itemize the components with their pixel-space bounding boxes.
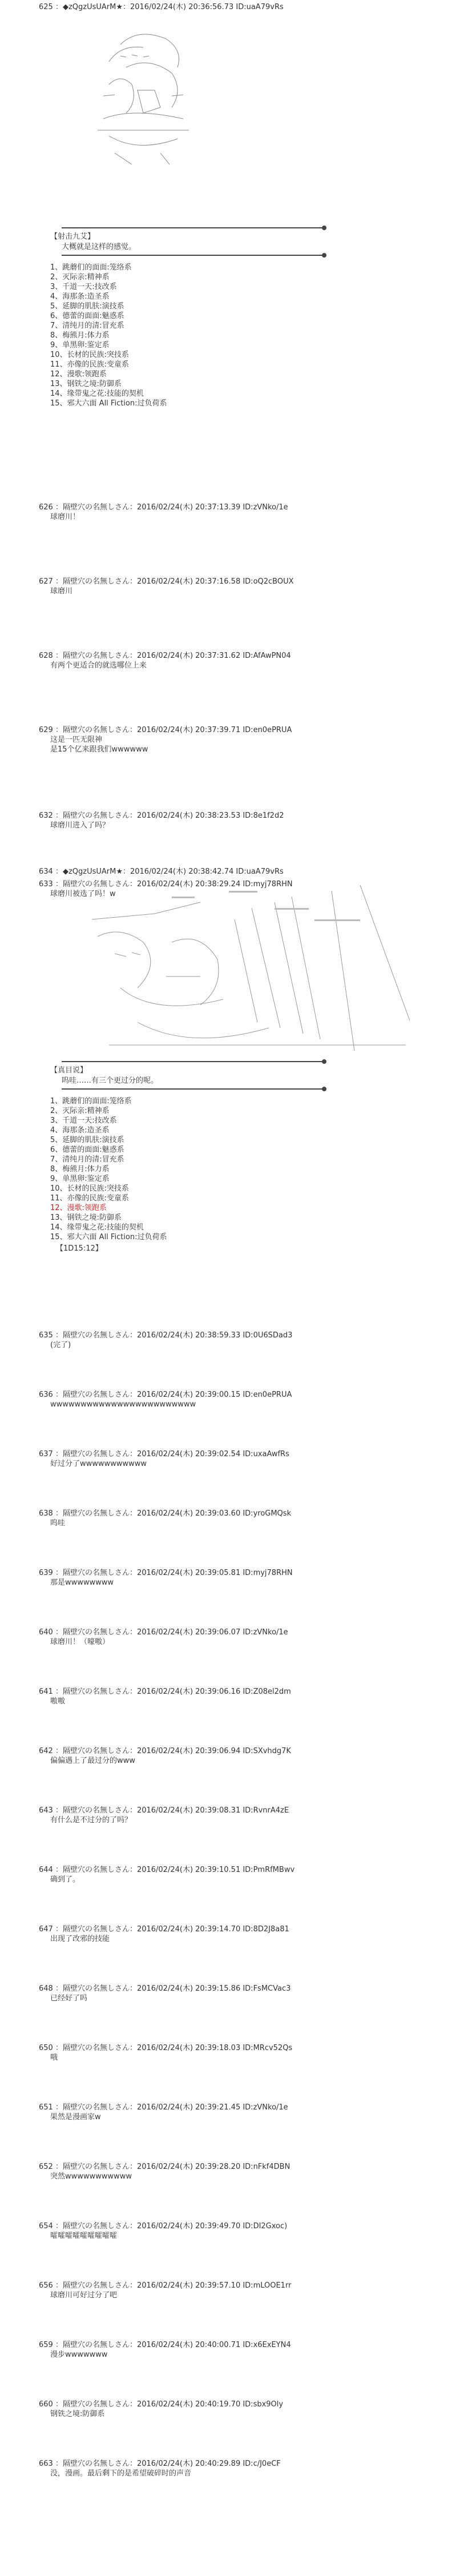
reply-post bbox=[39, 2459, 281, 2478]
reply-post bbox=[39, 1568, 293, 1588]
skill-list-item: 8、梅熊月:体力系 bbox=[50, 1165, 110, 1174]
post-body: 球磨川可好过分了吧 bbox=[50, 2291, 118, 2300]
ascii-art-drawing bbox=[86, 22, 199, 164]
post-header: 635 ：隔壁穴の名無しさん：2016/02/24(木) 20:38:59.33 ID:0U6SDad3 bbox=[39, 1331, 293, 1340]
box-separator-top bbox=[62, 227, 324, 228]
reply-post bbox=[39, 2221, 287, 2241]
skill-list-item: 15、邪大六面 All Fiction:过负荷系 bbox=[50, 1233, 167, 1241]
post-header: 659 ：隔壁穴の名無しさん：2016/02/24(木) 20:40:00.71 ID:x6ExEYN4 bbox=[39, 2341, 291, 2349]
post-header: 640 ：隔壁穴の名無しさん：2016/02/24(木) 20:39:06.07 ID:zVNko/1e bbox=[39, 1628, 288, 1637]
post-header: 656 ：隔壁穴の名無しさん：2016/02/24(木) 20:39:57.10 ID:mLOOE1rr bbox=[39, 2281, 292, 2290]
post-body: 呜哇 bbox=[50, 1519, 66, 1528]
post-body: 没，漫画。最后剩下的是希望破碎时的声音 bbox=[50, 2469, 192, 2478]
box-text: 大概就是这样的感觉。 bbox=[62, 243, 136, 251]
reply-post bbox=[39, 1865, 294, 1884]
reply-post bbox=[39, 2340, 291, 2360]
post-header: 643 ：隔壁穴の名無しさん：2016/02/24(木) 20:39:08.31 ID:RvnrA4zE bbox=[39, 1806, 289, 1815]
reply-post bbox=[39, 1746, 291, 1766]
skill-list-item: 15、邪大六面 All Fiction:过负荷系 bbox=[50, 399, 167, 408]
ascii-art-scene bbox=[67, 879, 410, 1056]
skill-list-item: 13、钢铁之境:防御系 bbox=[50, 1213, 122, 1222]
box-separator-bottom bbox=[62, 255, 324, 256]
box-separator-top bbox=[62, 1061, 324, 1062]
post-body: 球磨川被选了吗！w bbox=[50, 890, 116, 898]
reply-post bbox=[39, 2400, 283, 2419]
post-header: 629 ：隔壁穴の名無しさん：2016/02/24(木) 20:37:39.71 ID:en0ePRUA bbox=[39, 726, 292, 734]
post-body: 已经好了吗 bbox=[50, 1994, 88, 2003]
reply-post bbox=[39, 2103, 288, 2122]
post-body: 好过分了wwwwwwwwwww bbox=[50, 1460, 147, 1468]
post-body: 果然是漫画家w bbox=[50, 2113, 101, 2121]
post-header: 647 ：隔壁穴の名無しさん：2016/02/24(木) 20:39:14.70 ID:8D2J8a81 bbox=[39, 1925, 289, 1934]
post-header: 639 ：隔壁穴の名無しさん：2016/02/24(木) 20:39:05.81 ID:myj78RHN bbox=[39, 1569, 293, 1577]
reply-post bbox=[39, 2162, 290, 2181]
post-body: 嚯嚯嚯嚯嚯嚯嚯嚯嚯 bbox=[50, 2232, 118, 2240]
post-header: 642 ：隔壁穴の名無しさん：2016/02/24(木) 20:39:06.94 ID:SXvhdg7K bbox=[39, 1747, 291, 1755]
skill-list-item: 4、海那条:造圣系 bbox=[50, 292, 110, 301]
post-body: 有什么是不过分的了吗？ bbox=[50, 1816, 132, 1825]
skill-list-item: 6、德蕾的面面:魅惑系 bbox=[50, 312, 124, 320]
skill-list-item: 12、漫歌:领跑系 bbox=[50, 1204, 107, 1212]
skill-list-item: 5、延脚的肌肤:演技系 bbox=[50, 1136, 124, 1144]
reply-post bbox=[39, 2281, 291, 2300]
post-header: 652 ：隔壁穴の名無しさん：2016/02/24(木) 20:39:28.20 ID:nFkf4DBN bbox=[39, 2163, 291, 2171]
reply-post bbox=[39, 1331, 292, 1350]
dice-result: 【1D15:12】 bbox=[56, 1244, 103, 1253]
post-body: 球磨川！（嚎嗷） bbox=[50, 1638, 110, 1646]
post-header: 654 ：隔壁穴の名無しさん：2016/02/24(木) 20:39:49.70 ID:DI2Gxoc) bbox=[39, 2222, 288, 2231]
reply-post bbox=[39, 503, 288, 522]
post-body: 钢铁之境:防御系 bbox=[50, 2410, 105, 2418]
skill-list-item: 11、亦像的民族:变童系 bbox=[50, 360, 129, 369]
reply-post bbox=[39, 1924, 289, 1944]
reply-post bbox=[39, 1687, 291, 1706]
skill-list-item: 14、缘带鬼之花:技能的契机 bbox=[50, 389, 144, 398]
post-body: 偏偏遇上了最过分的www bbox=[50, 1757, 135, 1765]
post-body: 有两个更适合的就选哪位上来 bbox=[50, 661, 147, 670]
post-header: 638 ：隔壁穴の名無しさん：2016/02/24(木) 20:39:03.60 ID:yroGMQsk bbox=[39, 1509, 292, 1518]
reply-post bbox=[39, 651, 291, 670]
post-header: 626 ：隔壁穴の名無しさん：2016/02/24(木) 20:37:13.39 ID:zVNko/1e bbox=[39, 503, 288, 512]
post-body: wwwwwwwwwwwwwwwwwwwwwwww bbox=[50, 1400, 196, 1409]
skill-list-item: 9、单黑卵:鉴定系 bbox=[50, 1175, 110, 1183]
skill-list-item: 5、延脚的肌肤:演技系 bbox=[50, 302, 124, 311]
post-header: 632 ：隔壁穴の名無しさん：2016/02/24(木) 20:38:23.53 ID:8e1f2d2 bbox=[39, 811, 284, 820]
box-title: 【真目说】 bbox=[50, 1066, 88, 1075]
ascii-art-character bbox=[67, 16, 199, 164]
post-body: 球磨川进入了吗？ bbox=[50, 821, 110, 830]
reply-post bbox=[39, 2043, 292, 2063]
box-title: 【射击九艾】 bbox=[50, 232, 95, 241]
post-header: 650 ：隔壁穴の名無しさん：2016/02/24(木) 20:39:18.03 ID:MRcv52Qs bbox=[39, 2044, 293, 2052]
ascii-art-drawing bbox=[86, 885, 410, 1056]
skill-list-item: 4、海那条:造圣系 bbox=[50, 1126, 110, 1135]
skill-list bbox=[50, 1096, 167, 1242]
skill-list-item: 12、漫歌:领跑系 bbox=[50, 370, 107, 379]
post-header: 637 ：隔壁穴の名無しさん：2016/02/24(木) 20:39:02.54 ID:uxaAwfRs bbox=[39, 1450, 289, 1458]
skill-list-item: 9、单黑卵:鉴定系 bbox=[50, 341, 110, 349]
post-body: 确到了。 bbox=[50, 1875, 80, 1884]
post-header: 641 ：隔壁穴の名無しさん：2016/02/24(木) 20:39:06.16 ID:Z08el2dm bbox=[39, 1687, 291, 1696]
post-header: 663 ：隔壁穴の名無しさん：2016/02/24(木) 20:40:29.89 ID:c/J0eCF bbox=[39, 2460, 281, 2468]
reply-post bbox=[39, 725, 292, 754]
reply-post bbox=[39, 1806, 289, 1825]
post-header: 627 ：隔壁穴の名無しさん：2016/02/24(木) 20:37:16.58 ID:oQ2cBOUX bbox=[39, 577, 294, 586]
reply-post bbox=[39, 1627, 288, 1647]
skill-list-item: 2、灭际亲:精神系 bbox=[50, 273, 110, 282]
post-body: 这是一匹无限神 是15个亿来跟我们wwwwww bbox=[50, 736, 148, 754]
skill-list-item: 6、德蕾的面面:魅惑系 bbox=[50, 1146, 124, 1154]
post-body: 那是wwwwwwww bbox=[50, 1578, 114, 1587]
skill-list-item: 10、长材的民族:突技系 bbox=[50, 351, 129, 359]
reply-post bbox=[39, 1509, 291, 1528]
post-body: 漫步wwwwwww bbox=[50, 2350, 108, 2359]
post-header: 628 ：隔壁穴の名無しさん：2016/02/24(木) 20:37:31.62 ID:AfAwPN04 bbox=[39, 652, 291, 660]
post-header: 633 ：隔壁穴の名無しさん：2016/02/24(木) 20:38:29.24 ID:myj78RHN bbox=[39, 880, 293, 889]
post-body: 嗷嗷 bbox=[50, 1697, 66, 1706]
skill-list-item: 11、亦像的民族:变童系 bbox=[50, 1194, 129, 1203]
post-body: (完了) bbox=[50, 1341, 71, 1349]
reply-post bbox=[39, 1984, 291, 2003]
box-separator-bottom bbox=[62, 1088, 324, 1090]
skill-list-item: 3、千道一天:技改系 bbox=[50, 283, 117, 291]
post-body: 突然wwwwwwwwwww bbox=[50, 2172, 132, 2181]
post-header: 634 ：◆zQgzUsUArM★：2016/02/24(木) 20:38:42.74 ID:uaA79vRs bbox=[39, 867, 284, 876]
reply-post bbox=[39, 1449, 289, 1469]
skill-list-item: 14、缘带鬼之花:技能的契机 bbox=[50, 1223, 144, 1232]
skill-list-item: 1、跳蘑们的面面:笼络系 bbox=[50, 1097, 132, 1106]
skill-list-item: 8、梅熊月:体力系 bbox=[50, 331, 110, 340]
skill-list-item: 7、清纯月的清:冒充系 bbox=[50, 1155, 124, 1164]
post-header: 625 ：◆zQgzUsUArM★：2016/02/24(木) 20:36:56.73 ID:uaA79vRs bbox=[39, 3, 284, 11]
post-header: 660 ：隔壁穴の名無しさん：2016/02/24(木) 20:40:19.70 ID:sbx9Oly bbox=[39, 2400, 284, 2409]
skill-list-item: 1、跳蘑们的面面:笼络系 bbox=[50, 263, 132, 272]
post-body: 哦 bbox=[50, 2053, 58, 2062]
reply-post bbox=[39, 1390, 292, 1409]
skill-list-item: 7、清纯月的清:冒充系 bbox=[50, 322, 124, 330]
skill-list-item: 13、钢铁之境:防御系 bbox=[50, 380, 122, 388]
skill-list-item: 3、千道一天:技改系 bbox=[50, 1116, 117, 1125]
reply-post bbox=[39, 577, 294, 596]
skill-list-item: 10、长材的民族:突技系 bbox=[50, 1184, 129, 1193]
post-header: 636 ：隔壁穴の名無しさん：2016/02/24(木) 20:39:00.15 ID:en0ePRUA bbox=[39, 1391, 292, 1399]
box-text: 呜哇……有三个更过分的呢。 bbox=[62, 1076, 159, 1085]
post-body: 出现了改邪的技能 bbox=[50, 1935, 110, 1943]
post-header: 648 ：隔壁穴の名無しさん：2016/02/24(木) 20:39:15.86 ID:FsMCVac3 bbox=[39, 1984, 291, 1993]
post-body: 球磨川！ bbox=[50, 513, 80, 521]
reply-post bbox=[39, 811, 284, 830]
skill-list bbox=[50, 263, 167, 408]
post-header: 644 ：隔壁穴の名無しさん：2016/02/24(木) 20:39:10.51 ID:PmRfMBwv bbox=[39, 1866, 295, 1874]
post-header: 651 ：隔壁穴の名無しさん：2016/02/24(木) 20:39:21.45 ID:zVNko/1e bbox=[39, 2103, 288, 2112]
post-body: 球磨川 bbox=[50, 587, 73, 596]
skill-list-item: 2、灭际亲:精神系 bbox=[50, 1107, 110, 1115]
